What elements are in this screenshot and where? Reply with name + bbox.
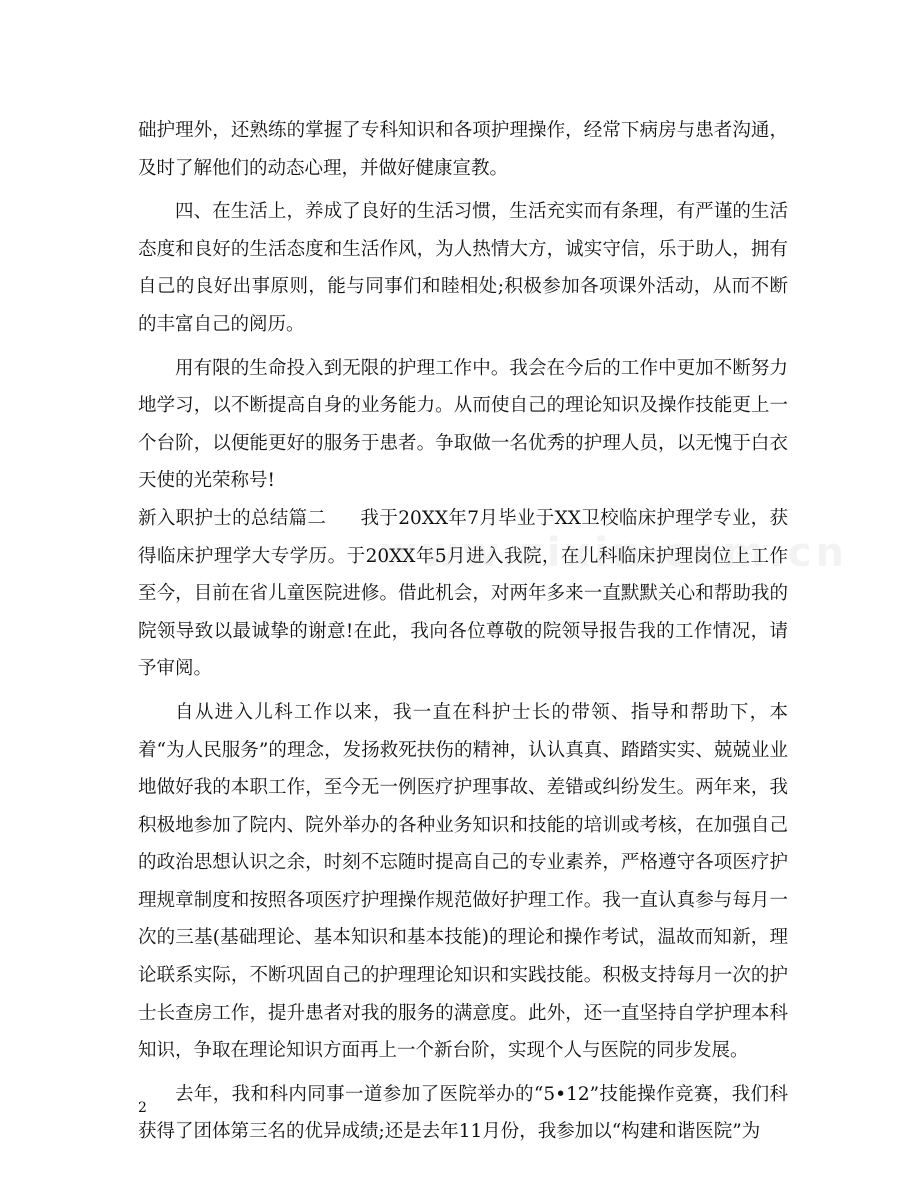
paragraph: 础护理外，还熟练的掌握了专科知识和各项护理操作，经常下病房与患者沟通，及时了解他们的动态心理，并做好健康宣教。	[138, 120, 788, 179]
document-body	[138, 112, 788, 1151]
paragraph: 用有限的生命投入到无限的护理工作中。我会在今后的工作中更加不断努力地学习，以不断提高自身的业务能力。从而使自己的理论知识及操作技能更上一个台阶，以便能更好的服务于患者。争取做一名优秀的护理人员，以无愧于白衣天使的光荣称号!	[138, 357, 788, 492]
paragraph: 四、在生活上，养成了良好的生活习惯，生活充实而有条理，有严谨的生活态度和良好的生活态度和生活作风，为人热情大方，诚实守信，乐于助人，拥有自己的良好出事原则，能与同事们和睦相处;积极参加各项课外活动，从而不断的丰富自己的阅历。	[138, 201, 788, 335]
paragraph: 去年，我和科内同事一道参加了医院举办的“5•12”技能操作竞赛，我们科获得了团体第三名的优异成绩;还是去年11月份，我参加以“构建和谐医院”为	[138, 1083, 788, 1143]
section-heading: 新入职护士的总结篇二	[138, 507, 327, 529]
paragraph-text: 我于20XX年7月毕业于XX卫校临床护理学专业，获得临床护理学大专学历。于20XX年5月进入我院，在儿科临床护理岗位上工作至今，目前在省儿童医院进修。借此机会，对两年多来一直默默关心和帮助我的院领导致以最诚挚的谢意!在此，我向各位尊敬的院领导报告我的工作情况，请予审阅。	[138, 507, 788, 680]
paragraph: 自从进入儿科工作以来，我一直在科护士长的带领、指导和帮助下，本着“为人民服务”的理念，发扬救死扶伤的精神，认认真真、踏踏实实、兢兢业业地做好我的本职工作，至今无一例医疗护理事故、差错或纠纷发生。两年来，我积极地参加了院内、院外举办的各种业务知识和技能的培训或考核，在加强自己的政治思想认识之余，时刻不忘随时提高自己的专业素养，严格遵守各项医疗护理规章制度和按照各项医疗护理操作规范做好护理工作。我一直认真参与每月一次的三基(基础理论、基本知识和基本技能)的理论和操作考试，温故而知新，理论联系实际，不断巩固自己的护理理论知识和实践技能。积极支持每月一次的护士长查房工作，提升患者对我的服务的满意度。此外，还一直坚持自学护理本科知识，争取在理论知识方面再上一个新台阶，实现个人与医院的同步发展。	[138, 701, 788, 1062]
section-paragraph	[138, 500, 788, 688]
page-number: 2	[138, 1100, 147, 1116]
